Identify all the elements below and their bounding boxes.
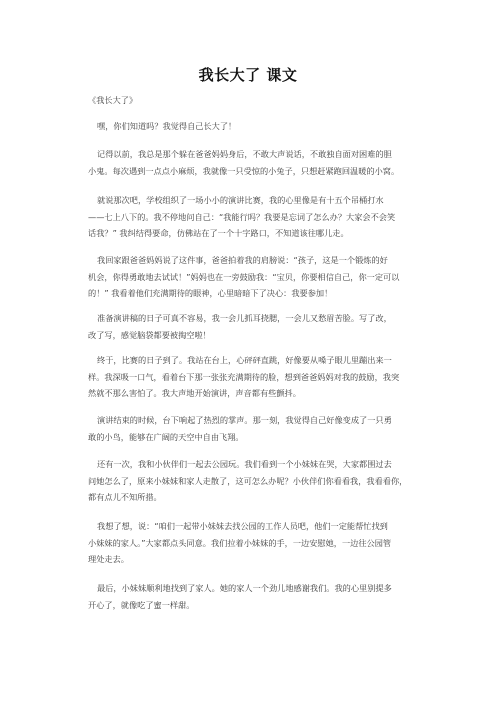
paragraph-line: 敢的小鸟，能够在广阔的天空中自由飞翔。 [88, 431, 244, 442]
paragraph-line: 演讲结束的时候，台下响起了热烈的掌声。那一刻，我觉得自己好像变成了一只勇 [97, 415, 392, 425]
paragraph-9 [88, 518, 410, 568]
paragraph-3 [88, 192, 410, 242]
paragraph-line: 都有点儿不知所措。 [88, 492, 162, 502]
paragraph-line: 小妹妹的家人。”大家都点头同意。我们拉着小妹妹的手，一边安慰她，一边往公园管 [88, 537, 392, 548]
paragraph-2 [88, 146, 410, 179]
paragraph-line: 的！” 我看着他们充满期待的眼神，心里暗暗下了决心：我要参加！ [88, 288, 333, 298]
paragraph-line: 我回家跟爸爸妈妈说了这件事，爸爸拍着我的肩膀说：“孩子，这是一个锻炼的好 [97, 255, 388, 265]
paragraph-7 [88, 412, 410, 445]
document-title: 我长大了 课文 [198, 66, 298, 84]
paragraph-line: 然就不那么害怕了。我大声地开始演讲，声音都有些颤抖。 [88, 388, 301, 398]
paragraph-line: 就说那次吧，学校组织了一场小小的演讲比赛，我的心里像是有十五个吊桶打水 [97, 195, 384, 205]
paragraph-8 [88, 456, 410, 506]
paragraph-line: 记得以前，我总是那个躲在爸爸妈妈身后，不敢大声说话，不敢独自面对困难的胆 [97, 149, 392, 159]
paragraph-line: 准备演讲稿的日子可真不容易，我一会儿抓耳挠腮，一会儿又愁眉苦脸。写了改， [97, 313, 392, 323]
paragraph-4 [88, 252, 410, 302]
document-subtitle [88, 92, 410, 109]
paragraph-line: 样。我深吸一口气，看着台下那一张张充满期待的脸，想到爸爸妈妈对我的鼓励，我突 [88, 371, 400, 382]
paragraph-line: 机会，你得勇敢地去试试！”妈妈也在一旁鼓励我：“宝贝，你要相信自己，你一定可以 [88, 271, 400, 282]
paragraph-10 [88, 580, 410, 613]
paragraph-1 [88, 118, 410, 135]
subtitle-line: 《我长大了》 [88, 95, 138, 105]
paragraph-5 [88, 310, 410, 343]
paragraph-line: 理处走去。 [88, 554, 129, 564]
paragraph-line: 开心了，就像吃了蜜一样甜。 [88, 599, 195, 610]
paragraph-line: 终于，比赛的日子到了。我站在台上，心砰砰直跳，好像要从嗓子眼儿里蹦出来一 [97, 355, 392, 365]
paragraph-line: 嘿，你们知道吗？我觉得自己长大了！ [97, 121, 237, 131]
paragraph-line: 改了写，感觉脑袋都要被掏空啦！ [88, 329, 211, 340]
paragraph-line: 话我？” 我纠结得要命，仿佛站在了一个十字路口，不知道该往哪儿走。 [88, 228, 349, 238]
paragraph-line: 小鬼。每次遇到一点点小麻烦，我就像一只受惊的小兔子，只想赶紧跑回温暖的小窝。 [88, 165, 400, 176]
paragraph-line: 最后，小妹妹顺利地找到了家人。她的家人一个劲儿地感谢我们。我的心里别提多 [97, 583, 392, 593]
paragraph-line: 还有一次，我和小伙伴们一起去公园玩。我们看到一个小妹妹在哭，大家都围过去 [97, 459, 392, 469]
paragraph-line: 我想了想，说：“咱们一起带小妹妹去找公园的工作人员吧，他们一定能帮忙找到 [97, 521, 388, 531]
paragraph-6 [88, 352, 410, 402]
paragraph-line: 问她怎么了，原来小妹妹和家人走散了，这可怎么办呢？小伙伴们你看看我，我看看你， [88, 475, 408, 486]
paragraph-line: ——七上八下的。我不停地问自己：“我能行吗？我要是忘词了怎么办？大家会不会笑 [88, 211, 396, 222]
